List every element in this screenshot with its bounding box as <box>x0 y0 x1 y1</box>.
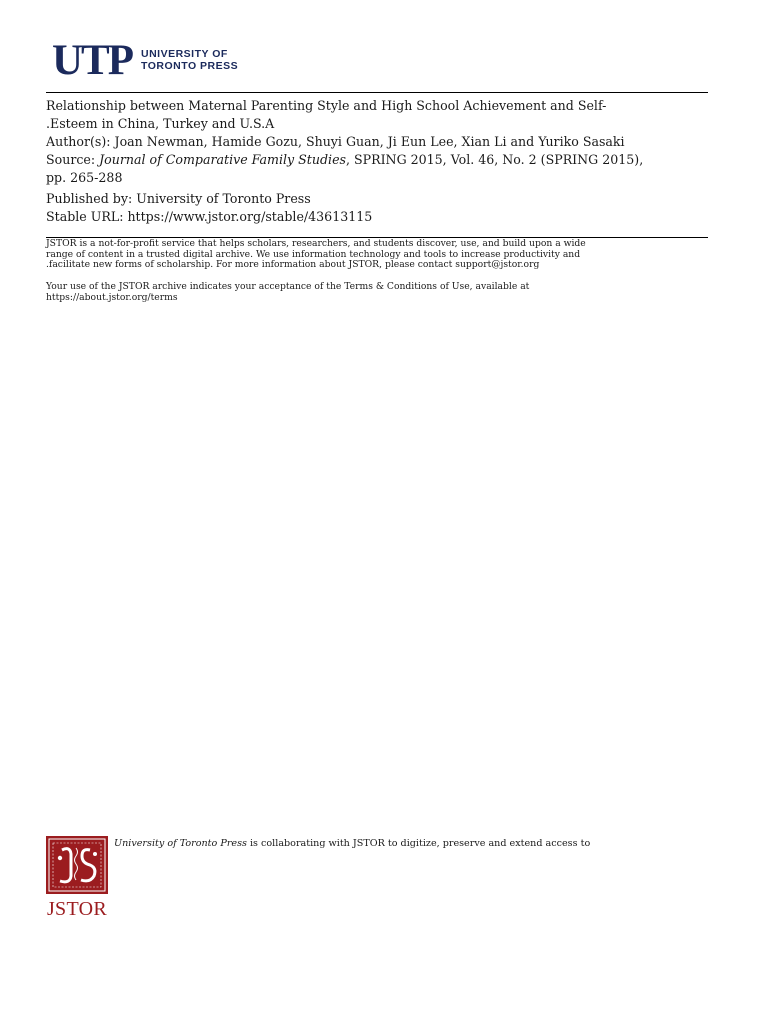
source-pages: pp. 265-288 <box>46 170 123 185</box>
utp-logo-line2: TORONTO PRESS <box>141 60 239 72</box>
collab-publisher: University of Toronto Press <box>114 838 247 849</box>
about-line3: .facilitate new forms of scholarship. For more information about JSTOR, please contact support@jstor.org <box>46 259 540 270</box>
terms-url-link[interactable]: https://about.jstor.org/terms <box>46 291 178 303</box>
stable-url-link[interactable]: Stable URL: https://www.jstor.org/stable/43613115 <box>46 209 373 224</box>
article-source <box>46 151 716 169</box>
about-line1: JSTOR is a not-for-profit service that helps scholars, researchers, and students discover, use, and build upon a wide <box>46 238 586 249</box>
source-details: , SPRING 2015, Vol. 46, No. 2 (SPRING 2015), <box>345 152 644 167</box>
utp-logo <box>52 38 252 82</box>
article-authors: Author(s): Joan Newman, Hamide Gozu, Shuyi Guan, Ji Eun Lee, Xian Li and Yuriko Sasaki <box>46 134 625 149</box>
article-title-line2: .Esteem in China, Turkey and U.S.A <box>46 116 275 131</box>
jstor-emblem-icon <box>46 836 108 894</box>
utp-logo-text <box>141 48 238 73</box>
jstor-about-notice <box>46 239 706 271</box>
utp-logo-line1: UNIVERSITY OF <box>141 47 228 60</box>
terms-notice <box>46 282 706 303</box>
collaboration-statement <box>114 838 734 850</box>
jstor-wordmark: JSTOR <box>46 898 108 920</box>
terms-line1: Your use of the JSTOR archive indicates your acceptance of the Terms & Conditions of Use, available at <box>46 281 530 292</box>
collab-text: is collaborating with JSTOR to digitize, preserve and extend access to <box>246 838 591 849</box>
about-line2: range of content in a trusted digital archive. We use information technology and tools to increase productivity and <box>46 248 581 260</box>
article-title-line1: Relationship between Maternal Parenting Style and High School Achievement and Self- <box>46 98 607 113</box>
source-prefix: Source: <box>46 152 100 167</box>
source-journal: Journal of Comparative Family Studies <box>99 152 346 167</box>
article-metadata <box>46 97 716 226</box>
jstor-logo <box>44 836 110 922</box>
top-divider <box>46 92 708 93</box>
utp-logo-mark: UTP <box>52 36 132 84</box>
published-by: Published by: University of Toronto Press <box>46 191 311 206</box>
